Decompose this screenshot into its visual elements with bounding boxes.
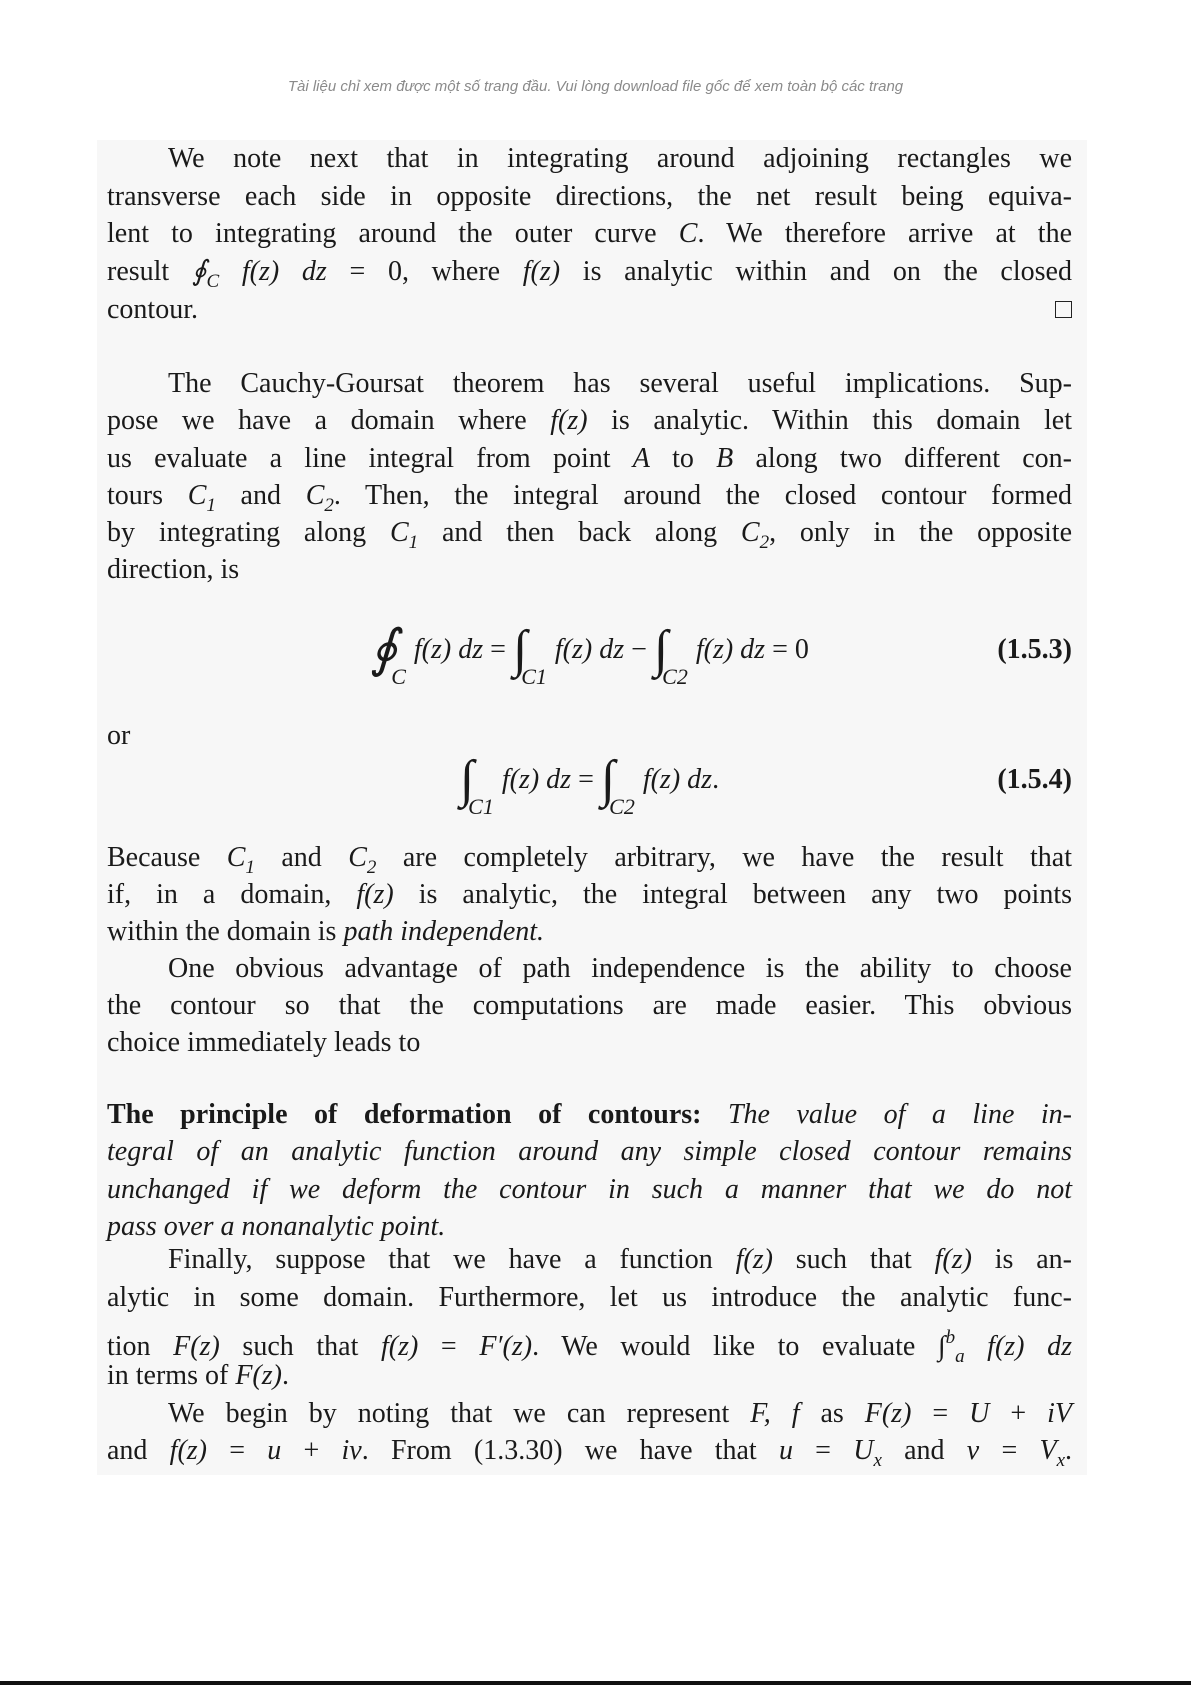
- math-m-text: iV: [1047, 1398, 1072, 1429]
- math-m-text: U: [853, 1435, 874, 1466]
- text-run: +: [281, 1435, 342, 1466]
- text-line: [107, 950, 1072, 988]
- text-run: .: [712, 764, 720, 795]
- text-run: if, in a domain,: [107, 879, 357, 910]
- math-m-text: f(z): [169, 1435, 207, 1466]
- preview-watermark: Tài liệu chỉ xem được một số trang đầu. Vui lòng download file gốc để xem toàn bộ các trang: [287, 78, 904, 95]
- text-run: such that: [219, 1331, 381, 1362]
- text-run: .: [281, 1360, 289, 1391]
- integral-sign: ∫: [653, 621, 669, 678]
- math-sub-text: 1: [408, 532, 419, 553]
- text-run: =: [571, 764, 601, 795]
- text-run: . From (1.3.30) we have that: [361, 1435, 779, 1466]
- text-run: transverse each side in opposite directions, the net result being equiva-: [107, 181, 1072, 212]
- text-line: [107, 291, 1072, 329]
- page-bottom-border: [0, 1681, 1191, 1685]
- text-run: The Cauchy-Goursat theorem has several useful implications. Sup-: [168, 368, 1072, 399]
- text-line: [107, 876, 1072, 914]
- text-run: in terms of: [107, 1360, 236, 1391]
- math-m-text: ∮: [191, 256, 207, 287]
- text-line: [107, 1133, 1072, 1171]
- text-line: [107, 140, 1072, 178]
- math-sup-text: b: [945, 1327, 956, 1348]
- math-m-text: u: [778, 1435, 793, 1466]
- math-lsub-text: C2: [609, 794, 635, 819]
- text-run: is analytic within and on the closed: [560, 256, 1072, 287]
- text-line: [107, 514, 1072, 552]
- text-run: = 0, where: [326, 256, 523, 287]
- text-line: [107, 1395, 1072, 1433]
- math-m-text: f(z): [356, 879, 394, 910]
- math-b-text: The principle of deformation of contours:: [107, 1099, 702, 1130]
- text-run: Finally, suppose that we have a function: [168, 1244, 736, 1275]
- text-line: [107, 365, 1072, 403]
- math-m-text: f(z): [380, 1331, 419, 1362]
- display-equation: [107, 615, 1072, 689]
- math-m-text: B: [716, 443, 734, 474]
- text-line: [107, 987, 1072, 1025]
- text-run: tion: [107, 1331, 174, 1362]
- text-line: [107, 215, 1072, 253]
- math-m-text: f(z) dz: [554, 634, 625, 665]
- text-run: = 0: [765, 634, 809, 665]
- text-line: [107, 1357, 1072, 1395]
- math-m-text: f(z) dz: [964, 1331, 1072, 1362]
- text-line: [107, 477, 1072, 515]
- text-line: [107, 913, 1072, 951]
- math-sub-text: 1: [206, 495, 216, 516]
- math-m-text: C: [305, 480, 325, 511]
- text-line: [107, 1432, 1072, 1470]
- math-m-text: f(z) dz: [219, 256, 327, 287]
- text-line: [107, 1241, 1072, 1279]
- math-m-text: C: [389, 517, 409, 548]
- math-i-text: path independent.: [343, 916, 545, 947]
- text-run: +: [989, 1398, 1048, 1429]
- text-run: to: [649, 443, 717, 474]
- text-run: and: [881, 1435, 967, 1466]
- equation-number: (1.5.4): [997, 764, 1072, 795]
- text-run: us evaluate a line integral from point: [107, 443, 633, 474]
- math-sub-text: C: [206, 271, 220, 292]
- text-line: [107, 1171, 1072, 1209]
- text-run: alytic in some domain. Furthermore, let us introduce the analytic func-: [107, 1282, 1072, 1313]
- text-run: We note next that in integrating around adjoining rectangles we: [168, 143, 1072, 174]
- math-m-text: ∫: [937, 1331, 946, 1362]
- text-run: result: [107, 256, 192, 287]
- text-run: We begin by noting that we can represent: [168, 1398, 751, 1429]
- text-run: =: [418, 1331, 480, 1362]
- text-run: along two different con-: [733, 443, 1073, 474]
- text-line: [107, 1096, 1072, 1134]
- text-run: −: [624, 634, 654, 665]
- math-lsub-text: C1: [468, 794, 494, 819]
- math-m-text: U: [969, 1398, 990, 1429]
- integral-sign: ∮: [370, 621, 398, 678]
- math-lsub-text: C1: [521, 664, 547, 689]
- integral-sign: ∫: [600, 751, 616, 808]
- math-m-text: A: [632, 443, 650, 474]
- math-m-text: F, f: [750, 1398, 800, 1429]
- math-m-text: f(z): [550, 405, 588, 436]
- math-m-text: f(z): [934, 1244, 972, 1275]
- text-run: is analytic, the integral between any two points: [393, 879, 1072, 910]
- text-line: [107, 1024, 1072, 1062]
- math-m-text: V: [1039, 1435, 1057, 1466]
- math-m-text: C: [740, 517, 760, 548]
- text-run: One obvious advantage of path independence is the ability to choose: [168, 953, 1072, 984]
- text-line: [107, 402, 1072, 440]
- math-m-text: f(z): [735, 1244, 773, 1275]
- math-m-text: v: [966, 1435, 980, 1466]
- math-sub-text: 2: [366, 857, 377, 878]
- math-sub-text: 2: [759, 532, 770, 553]
- math-sub-text: 2: [324, 495, 334, 516]
- text-run: =: [207, 1435, 268, 1466]
- math-sub-text: x: [1056, 1450, 1066, 1471]
- math-m-text: f(z) dz: [413, 634, 484, 665]
- math-i-text: The value of a line in-: [701, 1099, 1072, 1130]
- text-run: Because: [107, 842, 227, 873]
- text-run: is an-: [971, 1244, 1073, 1275]
- math-i-text: unchanged if we deform the contour in such a manner that we do not: [107, 1174, 1072, 1205]
- text-run: choice immediately leads to: [107, 1027, 421, 1058]
- math-lsub-text: C: [391, 664, 406, 689]
- text-run: . Then, the integral around the closed contour formed: [333, 480, 1072, 511]
- math-sub-text: a: [955, 1346, 965, 1367]
- math-i-text: tegral of an analytic function around any simple closed contour remains: [107, 1136, 1072, 1167]
- math-m-text: C: [348, 842, 367, 873]
- text-line: [107, 178, 1072, 216]
- math-m-text: f(z) dz: [695, 634, 766, 665]
- text-run: .: [1065, 1435, 1073, 1466]
- text-run: are completely arbitrary, we have the result that: [376, 842, 1072, 873]
- math-m-text: F(z): [235, 1360, 282, 1391]
- text-run: tours: [107, 480, 188, 511]
- math-m-text: f(z) dz: [642, 764, 713, 795]
- text-run: . We therefore arrive at the: [697, 218, 1072, 249]
- qed-square-icon: [1055, 301, 1072, 318]
- text-run: the contour so that the computations are made easier. This obvious: [107, 990, 1072, 1021]
- text-line: [107, 1279, 1072, 1317]
- text-run: and: [215, 480, 306, 511]
- math-m-text: C: [187, 480, 207, 511]
- text-run: or: [107, 720, 131, 751]
- math-m-text: F′(z): [479, 1331, 533, 1362]
- text-run: and then back along: [418, 517, 741, 548]
- text-line: [107, 440, 1072, 478]
- text-run: pose we have a domain where: [107, 405, 551, 436]
- math-m-text: f(z): [522, 256, 561, 287]
- math-m-text: u: [267, 1435, 282, 1466]
- text-run: lent to integrating around the outer curve: [107, 218, 679, 249]
- text-run: , only in the opposite: [769, 517, 1072, 548]
- text-run: such that: [772, 1244, 935, 1275]
- text-run: is analytic. Within this domain let: [587, 405, 1072, 436]
- text-run: direction, is: [107, 554, 240, 585]
- text-line: [107, 551, 1072, 589]
- text-run: =: [911, 1398, 970, 1429]
- math-sub-text: 1: [245, 857, 255, 878]
- integral-sign: ∫: [512, 621, 528, 678]
- text-run: and: [107, 1435, 170, 1466]
- math-m-text: C: [226, 842, 246, 873]
- math-m-text: F(z): [173, 1331, 220, 1362]
- text-line: [107, 253, 1072, 291]
- text-run: as: [799, 1398, 865, 1429]
- display-equation: [107, 745, 1072, 819]
- text-run: by integrating along: [107, 517, 390, 548]
- integral-sign: ∫: [459, 751, 475, 808]
- text-run: =: [792, 1435, 854, 1466]
- text-run: and: [254, 842, 349, 873]
- math-sub-text: x: [873, 1450, 882, 1471]
- text-run: contour.: [107, 294, 198, 325]
- math-m-text: F(z): [864, 1398, 912, 1429]
- math-m-text: C: [678, 218, 698, 249]
- math-lsub-text: C2: [662, 664, 688, 689]
- text-run: within the domain is: [107, 916, 344, 947]
- math-m-text: iv: [341, 1435, 362, 1466]
- equation-number: (1.5.3): [997, 634, 1072, 665]
- text-run: . We would like to evaluate: [532, 1331, 938, 1362]
- math-i-text: pass over a nonanalytic point.: [107, 1211, 446, 1242]
- text-line: [107, 1319, 1072, 1367]
- text-run: =: [979, 1435, 1040, 1466]
- text-run: =: [483, 634, 513, 665]
- text-line: [107, 839, 1072, 877]
- math-m-text: f(z) dz: [501, 764, 572, 795]
